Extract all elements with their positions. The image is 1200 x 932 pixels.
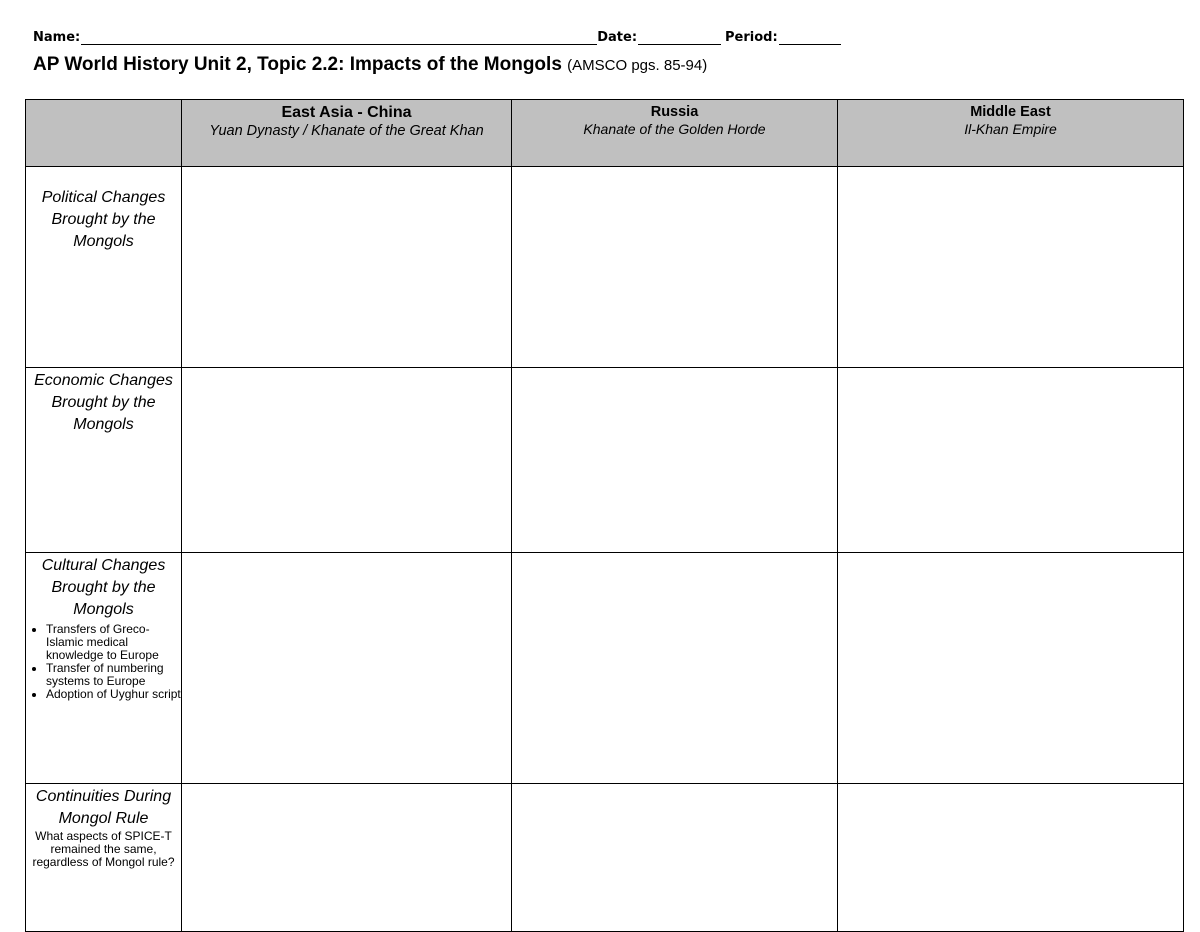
list-item: • Adoption of Uyghur script: [46, 688, 181, 701]
impacts-table: [25, 99, 1184, 932]
row-label-text: Cultural Changes Brought by the Mongols: [41, 557, 166, 618]
answer-cell-economic-russia[interactable]: [512, 368, 838, 553]
worksheet-title: [33, 54, 707, 76]
title-main: AP World History Unit 2, Topic 2.2: Impacts of the Mongols: [33, 54, 562, 75]
column-header-russia: [512, 100, 838, 167]
table-row: [26, 167, 1184, 368]
row-label-text: Political Changes Brought by the Mongols: [41, 189, 166, 250]
period-label: Period:: [725, 30, 778, 45]
corner-header-cell: [26, 100, 182, 167]
table-row: [26, 553, 1184, 784]
row-label-cultural: [26, 553, 182, 784]
title-subtitle: (AMSCO pgs. 85-94): [567, 57, 708, 74]
date-label: Date:: [597, 30, 638, 45]
answer-cell-cultural-china[interactable]: [182, 553, 512, 784]
list-item: • Transfers of Greco-Islamic medical knowledge to Europe: [46, 623, 181, 662]
answer-cell-continuities-china[interactable]: [182, 784, 512, 932]
row-label-continuities: [26, 784, 182, 932]
answer-cell-continuities-russia[interactable]: [512, 784, 838, 932]
answer-cell-political-russia[interactable]: [512, 167, 838, 368]
period-blank[interactable]: [779, 31, 841, 45]
column-subtitle: Yuan Dynasty / Khanate of the Great Khan: [209, 123, 484, 139]
answer-cell-cultural-middle-east[interactable]: [838, 553, 1184, 784]
table-row: [26, 368, 1184, 553]
continuities-note: What aspects of SPICE-T remained the same, regardless of Mongol rule?: [32, 829, 175, 869]
row-label-text: Economic Changes Brought by the Mongols: [34, 372, 173, 433]
row-label-economic: [26, 368, 182, 553]
column-header-china: [182, 100, 512, 167]
table-header-row: [26, 100, 1184, 167]
cultural-bullet-list: [26, 623, 181, 701]
answer-cell-political-china[interactable]: [182, 167, 512, 368]
answer-cell-economic-middle-east[interactable]: [838, 368, 1184, 553]
name-label: Name:: [33, 30, 81, 45]
row-label-text: Continuities During Mongol Rule: [35, 788, 172, 827]
column-title: East Asia - China: [281, 104, 412, 121]
column-subtitle: Khanate of the Golden Horde: [583, 121, 766, 137]
answer-cell-cultural-russia[interactable]: [512, 553, 838, 784]
date-blank[interactable]: [638, 31, 721, 45]
answer-cell-political-middle-east[interactable]: [838, 167, 1184, 368]
column-title: Middle East: [970, 104, 1051, 120]
answer-cell-continuities-middle-east[interactable]: [838, 784, 1184, 932]
list-item: • Transfer of numbering systems to Europe: [46, 662, 181, 688]
column-title: Russia: [650, 104, 699, 120]
column-header-middle-east: [838, 100, 1184, 167]
table-row: [26, 784, 1184, 932]
name-blank[interactable]: [81, 31, 597, 45]
row-label-political: [26, 167, 182, 368]
student-info-line: [33, 30, 841, 45]
column-subtitle: Il-Khan Empire: [964, 121, 1057, 137]
answer-cell-economic-china[interactable]: [182, 368, 512, 553]
